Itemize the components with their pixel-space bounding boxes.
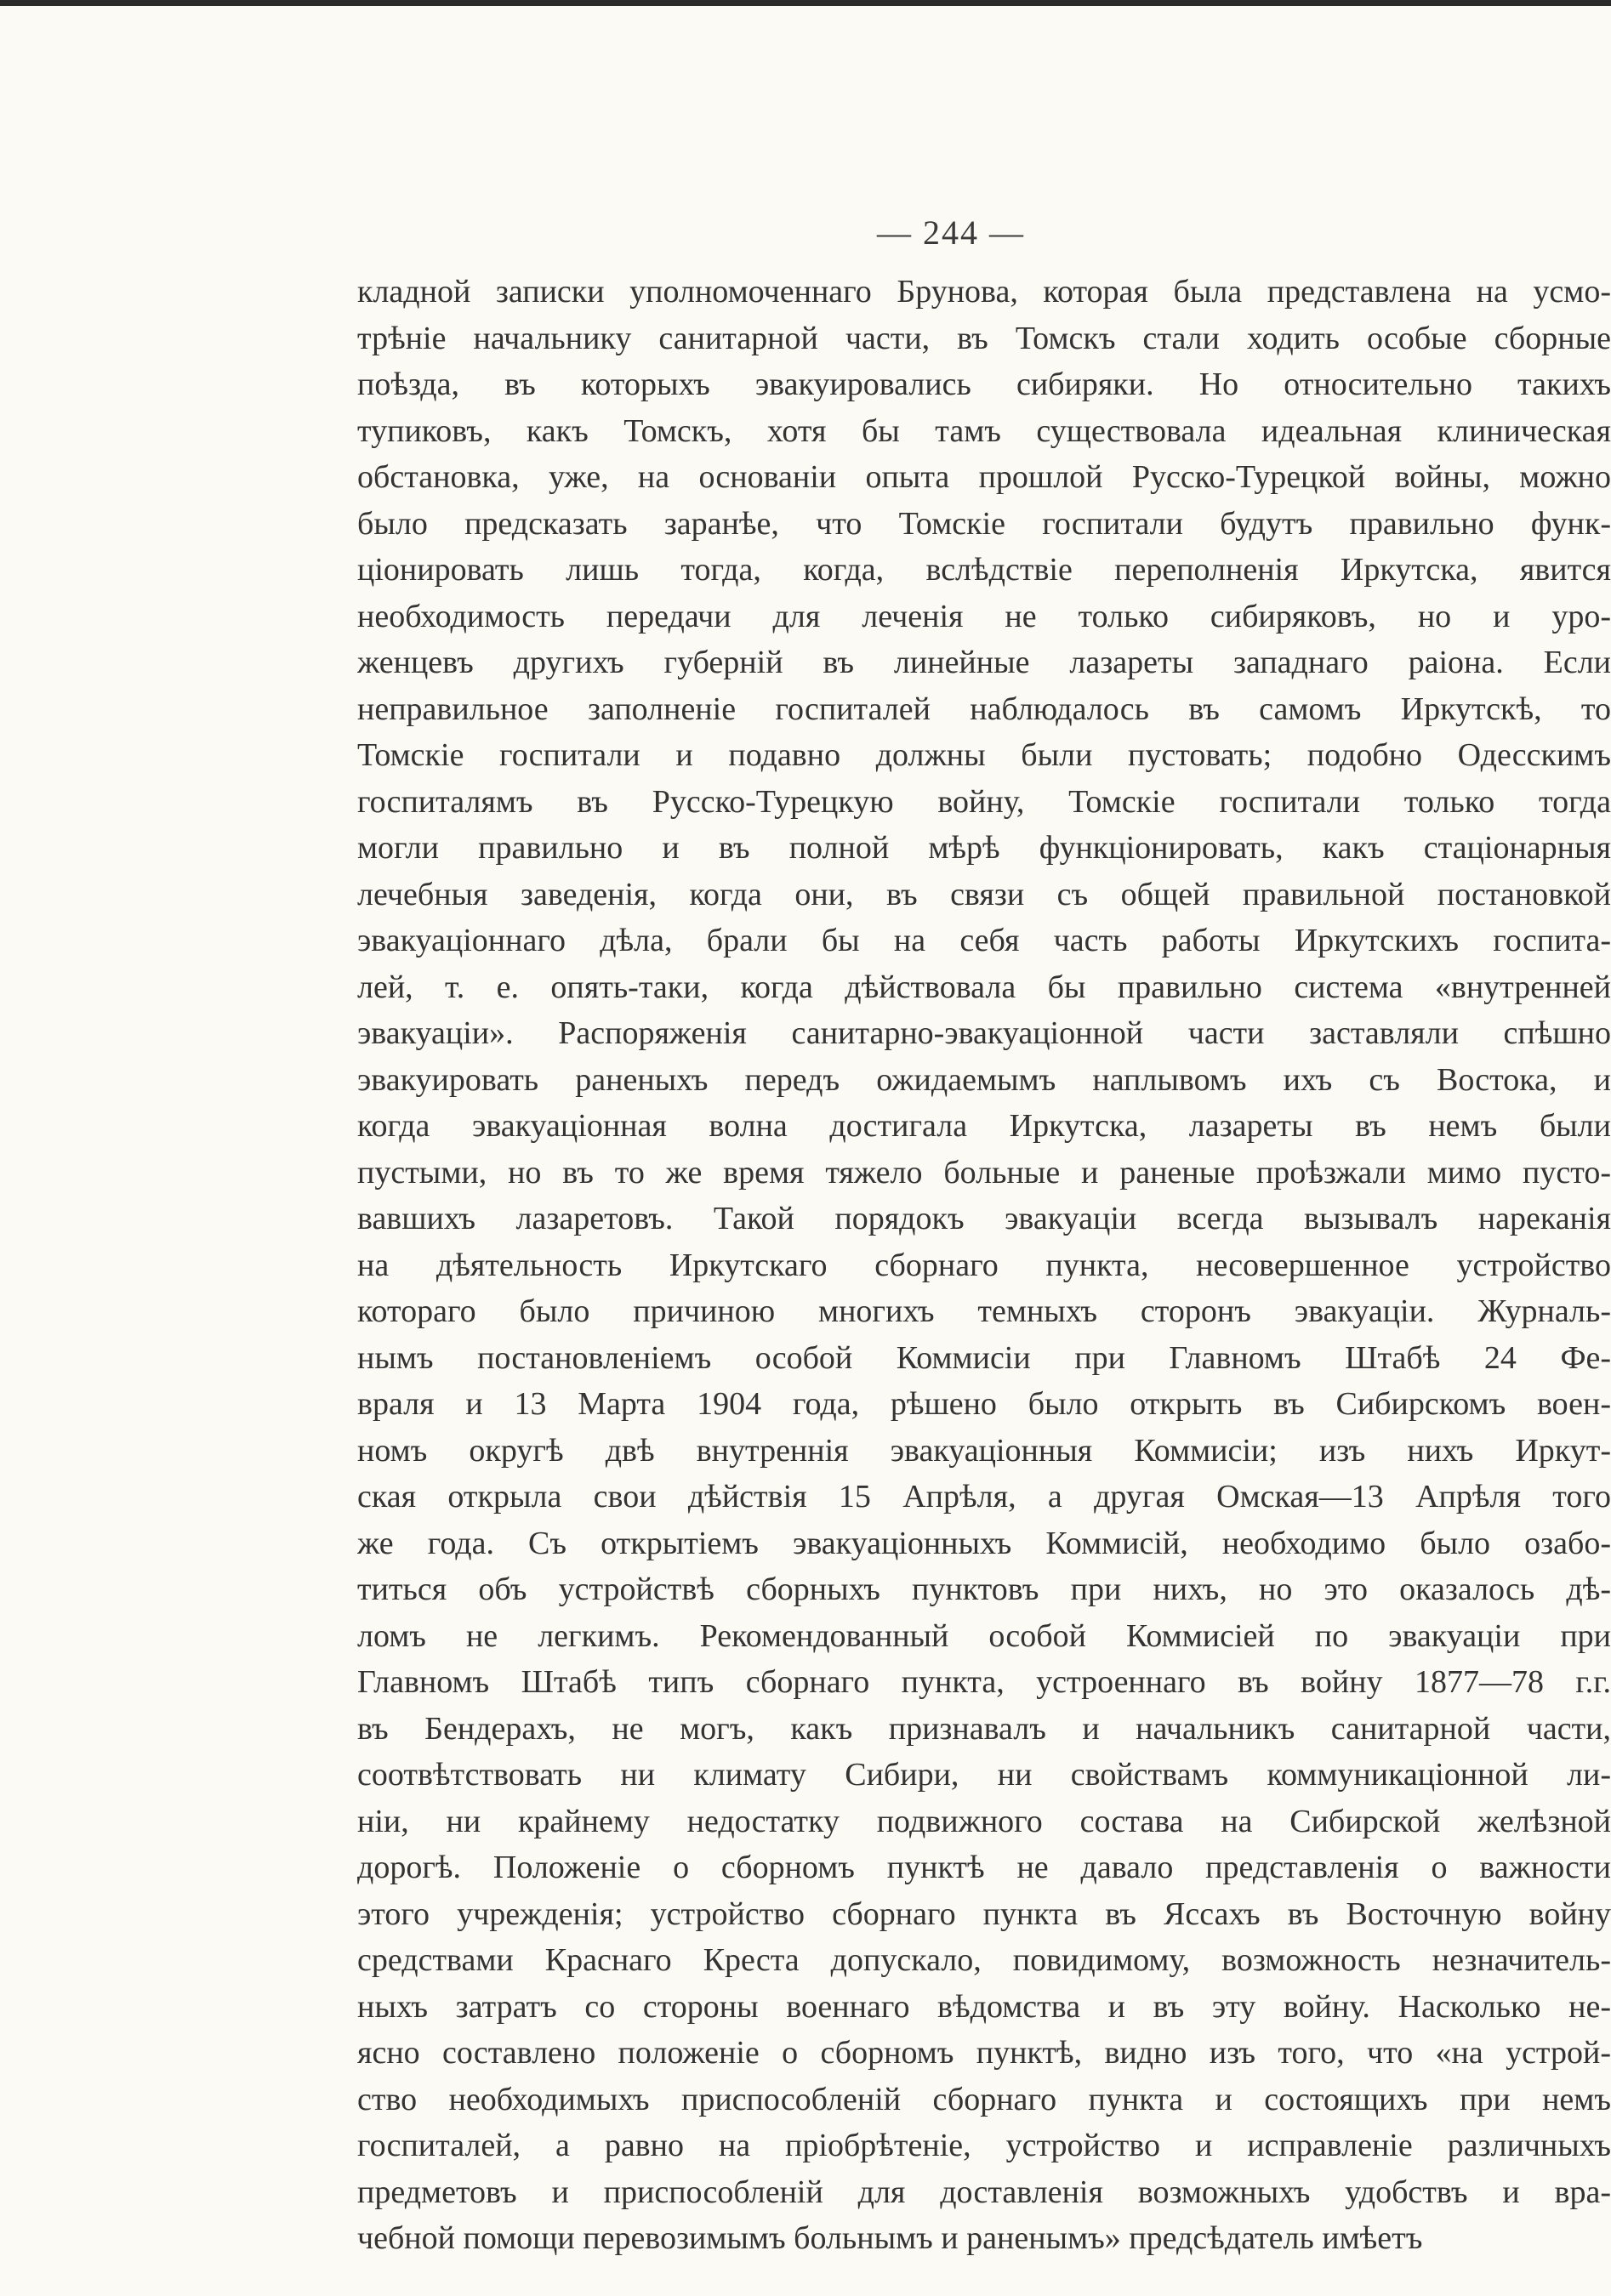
text-line: женцевъ другихъ губерній въ линейные лазареты западнаго раіона. Если (357, 645, 1611, 680)
text-line: кладной записки уполномоченнаго Брунова, которая была представлена на усмо- (357, 274, 1611, 310)
text-line: лечебныя заведенія, когда они, въ связи съ общей правильной постановкой (357, 876, 1611, 912)
text-line: соотвѣтствовать ни климату Сибири, ни свойствамъ коммуникаціонной ли- (357, 1757, 1611, 1793)
text-line: поѣзда, въ которыхъ эвакуировались сибиряки. Но относительно такихъ (357, 367, 1611, 402)
text-line: средствами Краснаго Креста допускало, повидимому, возможность незначитель- (357, 1942, 1611, 1978)
text-line: въ Бендерахъ, не могъ, какъ признавалъ и начальникъ санитарной части, (357, 1710, 1611, 1747)
text-line: этого учрежденія; устройство сборнаго пункта въ Яссахъ въ Восточную войну (357, 1895, 1611, 1932)
text-line: ясно составлено положеніе о сборномъ пунктѣ, видно изъ того, что «на устрой- (357, 2035, 1611, 2071)
text-line: эвакуаціоннаго дѣла, брали бы на себя часть работы Иркутскихъ госпита- (357, 923, 1611, 958)
text-line: ніи, ни крайнему недостатку подвижного состава на Сибирской желѣзной (357, 1803, 1611, 1839)
text-line: чебной помощи перевозимымъ больнымъ и раненымъ» предсѣдатель имѣетъ (357, 2220, 1423, 2256)
text-line: ская открыла свои дѣйствія 15 Апрѣля, а другая Омская—13 Апрѣля того (357, 1479, 1611, 1515)
body-text (357, 272, 1611, 2287)
text-line: нымъ постановленіемъ особой Коммисіи при Главномъ Штабѣ 24 Фе- (357, 1339, 1611, 1376)
text-line: вавшихъ лазаретовъ. Такой порядокъ эвакуаціи всегда вызывалъ нареканія (357, 1201, 1611, 1236)
text-line: когда эвакуаціонная волна достигала Иркутска, лазареты въ немъ были (357, 1108, 1611, 1144)
text-line: пустыми, но въ то же время тяжело больные и раненые проѣзжали мимо пусто- (357, 1154, 1611, 1191)
text-line: ныхъ затратъ со стороны военнаго вѣдомства и въ эту войну. Насколько не- (357, 1988, 1611, 2025)
text-line: госпиталямъ въ Русско-Турецкую войну, Томскіе госпитали только тогда (357, 783, 1611, 820)
text-line: госпиталей, а равно на пріобрѣтеніе, устройство и исправленіе различныхъ (357, 2128, 1611, 2163)
text-line: обстановка, уже, на основаніи опыта прошлой Русско-Турецкой войны, можно (357, 459, 1611, 495)
text-line: предметовъ и приспособленій для доставленія возможныхъ удобствъ и вра- (357, 2174, 1611, 2210)
text-line: номъ округѣ двѣ внутреннія эвакуаціонныя Коммисіи; изъ нихъ Иркут- (357, 1432, 1611, 1469)
text-line: титься объ устройствѣ сборныхъ пунктовъ при нихъ, но это оказалось дѣ- (357, 1571, 1611, 1607)
text-line: эвакуировать раненыхъ передъ ожидаемымъ наплывомъ ихъ съ Востока, и (357, 1061, 1611, 1098)
text-line: тупиковъ, какъ Томскъ, хотя бы тамъ существовала идеальная клиническая (357, 412, 1611, 449)
text-line: котораго было причиною многихъ темныхъ сторонъ эвакуаціи. Журналь- (357, 1293, 1611, 1329)
text-line: эвакуаціи». Распоряженія санитарно-эвакуаціонной части заставляли спѣшно (357, 1015, 1611, 1051)
text-line: ломъ не легкимъ. Рекомендованный особой Коммисіей по эвакуаціи при (357, 1617, 1611, 1654)
text-line: дорогѣ. Положеніе о сборномъ пунктѣ не давало представленія о важности (357, 1850, 1611, 1885)
text-line: Главномъ Штабѣ типъ сборнаго пункта, устроеннаго въ войну 1877—78 г.г. (357, 1664, 1611, 1700)
text-line: же года. Съ открытіемъ эвакуаціонныхъ Коммисій, необходимо было озабо- (357, 1525, 1611, 1561)
text-line: могли правильно и въ полной мѣрѣ функціонировать, какъ стаціонарныя (357, 830, 1611, 866)
text-line: ціонировать лишь тогда, когда, вслѣдствіе переполненія Иркутска, явится (357, 552, 1611, 588)
text-line: на дѣятельность Иркутскаго сборнаго пункта, несовершенное устройство (357, 1247, 1611, 1283)
text-line: трѣніе начальнику санитарной части, въ Томскъ стали ходить особые сборные (357, 320, 1611, 356)
text-line: необходимость передачи для леченія не только сибиряковъ, но и уро- (357, 598, 1611, 634)
text-line: лей, т. е. опять-таки, когда дѣйствовала бы правильно система «внутренней (357, 969, 1611, 1005)
text-line: неправильное заполненіе госпиталей наблюдалось въ самомъ Иркутскѣ, то (357, 691, 1611, 727)
text-line: враля и 13 Марта 1904 года, рѣшено было открыть въ Сибирскомъ воен- (357, 1386, 1611, 1422)
text-line: ство необходимыхъ приспособленій сборнаго пункта и состоящихъ при немъ (357, 2081, 1611, 2117)
text-line: Томскіе госпитали и подавно должны были пустовать; подобно Одесскимъ (357, 737, 1611, 773)
top-edge-rule (0, 0, 1611, 6)
text-line: было предсказать заранѣе, что Томскіе госпитали будутъ правильно функ- (357, 505, 1611, 542)
page-number: — 244 — (877, 213, 1025, 252)
